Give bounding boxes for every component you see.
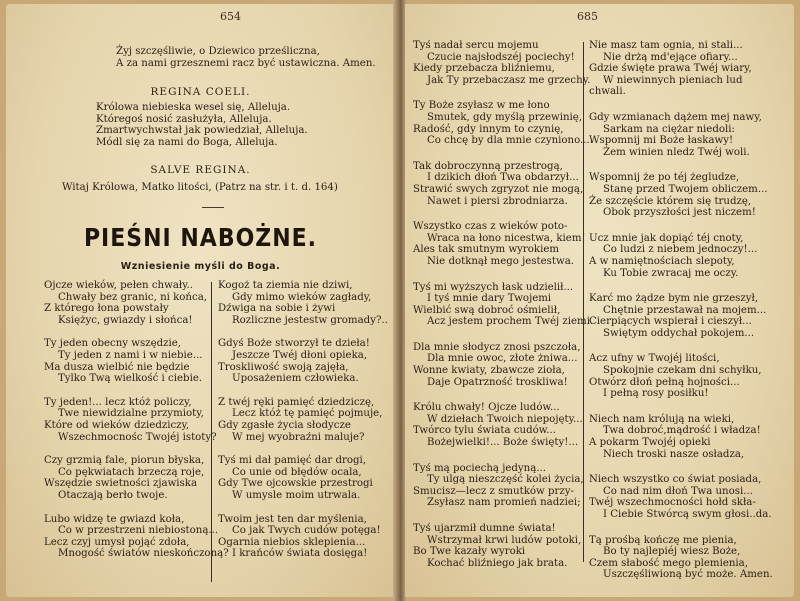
verse-line: Ty ulgą nieszczęść kolei życia, [427, 474, 584, 486]
verse-line: Co chcę by dla mnie czyniono.... [427, 135, 594, 147]
verse-line: Tylko Twą wielkość i ciebie. [58, 373, 203, 385]
verse-line: Czem słabość mego plemienia, [589, 557, 748, 569]
stanza [44, 338, 229, 384]
verse-line: Lecz czyj umysł pojąć zdoła, [44, 536, 190, 548]
verse-line: Niech wszystko co świat posiada, [589, 474, 762, 486]
verse-line: Twórco tylu świata cudów... [413, 425, 556, 437]
verse-line: Wonne kwiaty, zbawcze zioła, [413, 365, 565, 377]
verse-line: Chętnie przestawał na mojem... [603, 304, 767, 316]
verse-line: Z twéj ręki pamięć dziedziczę, [218, 396, 375, 408]
left-column-2 [218, 280, 388, 572]
verse-line: W umysle moim utrwala. [232, 489, 361, 501]
stanza [44, 455, 229, 501]
stanza [413, 221, 593, 267]
stanza [589, 414, 773, 460]
verse-line: Co pękwiatach brzeczą roje, [58, 466, 205, 478]
verse-line: Ojcze wieków, pełen chwały.. [44, 280, 194, 291]
verse-line: Co unie od błędów ocala, [232, 466, 362, 478]
verse-line: I Ciebie Stwórcą swym głosi..da. [603, 509, 772, 520]
left-column-1 [44, 280, 229, 572]
verse-line: Kochać bliźniego jak brata. [427, 557, 568, 569]
verse-line: Co ludzi z niebem jednoczy!... [603, 244, 758, 256]
verse-line: Ty Boże zsyłasz w me łono [413, 100, 550, 112]
regina-line-3: Zmartwychwstał jak powiedział, Alleluja. [96, 125, 308, 137]
column-divider-right [583, 42, 584, 562]
right-column-2 [589, 40, 773, 595]
verse-line: Ogarnia niebios sklepienia... [218, 536, 366, 548]
verse-line: Gdy zgasłe życia słodycze [218, 419, 351, 431]
verse-line: Wspomnij że po téj żegludze, [589, 172, 740, 184]
verse-line: Stanę przed Twojem obliczem... [603, 183, 768, 195]
verse-line: Daje Opatrzność troskliwa! [427, 376, 568, 388]
divider-short [202, 207, 224, 208]
verse-line: Radość, gdy innym to czynię, [413, 123, 564, 135]
verse-line: Smutek, gdy myślą przewinię, [427, 111, 583, 123]
verse-line: Ma dusza wielbić nie będzie [44, 361, 190, 373]
verse-line: Jak Ty przebaczasz me grzechy. [427, 74, 591, 86]
regina-line-2: Któregoś nosić zasłużyła, Alleluja. [96, 113, 272, 125]
stanza [589, 474, 773, 520]
verse-line: Smucisz—lecz z smutków przy- [413, 485, 574, 497]
verse-line: Twéj wszechmocności hołd skła- [589, 497, 756, 509]
stanza [589, 535, 773, 581]
verse-line: Bo Twe kazały wyroki [413, 546, 526, 558]
verse-line: Nie dotknął mego jestestwa. [427, 255, 575, 267]
verse-line: Rozliczne jestestw gromady?.. [232, 314, 388, 326]
verse-line: Tak dobroczynną przestrogą, [413, 160, 563, 172]
verse-line: Wszędzie swietności zjawiska [44, 478, 198, 490]
verse-line: Gdy mimo wieków zagłady, [232, 291, 372, 303]
verse-line: Kogoż ta ziemia nie dziwi, [218, 280, 353, 291]
verse-line: Acz ufny w Twojéj litości, [589, 353, 720, 365]
right-page [405, 4, 794, 597]
intro-verse [116, 46, 376, 69]
verse-line: Wielbić swą dobroć ośmielił, [413, 304, 561, 316]
right-column-1 [413, 40, 593, 583]
verse-line: Strawić swych zgryzot nie mogą, [413, 183, 584, 195]
verse-line: I tyś mnie dary Twojemi [427, 293, 552, 305]
verse-line: Dźwiga na sobie i żywi [218, 303, 336, 315]
verse-line: A w namiętnościach slepoty, [589, 255, 735, 267]
intro-line-2: A za nami grzesznemi racz być ustawiczna. Amen. [116, 57, 376, 69]
verse-line: Obok przyszłości jest niczem! [603, 207, 756, 219]
verse-line: Tyś mi wyższych łask udzielił... [413, 281, 574, 293]
verse-line: Wspomnij mi Boże łaskawy! [589, 135, 734, 147]
verse-line: Nie masz tam ognia, ni stali... [589, 40, 743, 51]
page-number-right: 685 [577, 10, 598, 23]
verse-line: Gdyś Boże stworzył te dzieła! [218, 338, 370, 350]
verse-line: Acz jestem prochem Twéj ziemi. [427, 316, 594, 328]
verse-line: Które od wieków dziedziczy, [44, 419, 190, 431]
page-number-left: 654 [220, 10, 241, 23]
verse-line: Bo ty najlepiéj wiesz Boże, [603, 546, 741, 558]
stanza [218, 397, 388, 443]
verse-line: Co w przestrzeni niebiostoną... [58, 525, 219, 537]
stanza [218, 338, 388, 384]
stanza [413, 342, 593, 388]
regina-line-4: Módl się za nami do Boga, Alleluja. [96, 136, 278, 148]
verse-line: W niewinnych pieniach lud [603, 74, 743, 86]
stanza [44, 397, 229, 443]
section-title: PIEŚNI NABOŻNE. [83, 224, 318, 253]
verse-line: chwali. [589, 86, 626, 98]
verse-line: Księżyc, gwiazdy i słońca! [58, 314, 193, 326]
verse-line: Ucz mnie jak dopiąć téj cnoty, [589, 232, 744, 244]
verse-line: Bożejwielki!... Boże święty!... [427, 437, 579, 449]
verse-line: Żem winien nledz Twéj woli. [603, 146, 750, 158]
verse-line: Gdy Twe ojcowskie przestrogi [218, 478, 373, 490]
left-page [6, 4, 395, 597]
verse-line: Nawet i piersi zbrodniarza. [427, 195, 568, 207]
salve-regina-title: SALVE REGINA. [150, 164, 251, 176]
verse-line: Co jak Twych cudów potęga! [232, 525, 381, 537]
verse-line: Otaczają berło twoje. [58, 489, 168, 501]
stanza [44, 514, 229, 560]
verse-line: Że szczęście którem się trudzę, [589, 195, 752, 207]
verse-line: I dzikich dłoń Twa obdarzył... [427, 172, 579, 184]
verse-line: Karć mo żądze bym nie grzeszył, [589, 293, 759, 305]
stanza [589, 293, 773, 339]
verse-line: Gdzie święte prawa Twéj wiary, [589, 63, 752, 75]
verse-line: Co nad nim dłoń Twa unosi... [603, 485, 753, 497]
stanza [413, 161, 593, 207]
verse-line: Twa dobroć,mądrość i władza! [603, 425, 761, 437]
verse-line: Tą prośbą kończę me pienia, [589, 534, 737, 546]
verse-line: Jeszcze Twéj dłoni opieka, [232, 349, 368, 361]
verse-line: Tyś nadał sercu mojemu [413, 40, 539, 51]
stanza [218, 280, 388, 326]
verse-line: Spokojnie czekam dni schyłku, [603, 365, 762, 377]
verse-line: Dla mnie słodycz znosi pszczoła, [413, 341, 581, 353]
verse-line: Gdy wzmianach dążem mej nawy, [589, 111, 762, 123]
salve-regina-line: Witaj Królowa, Matko litości, (Patrz na str. i t. d. 164) [62, 182, 338, 193]
stanza [413, 463, 593, 509]
verse-line: Wszechmocnośc Twojéj istoty? [58, 431, 217, 443]
stanza [413, 282, 593, 328]
verse-line: Chwały bez granic, ni końca, [58, 291, 208, 303]
column-divider-left [211, 282, 212, 582]
verse-line: Ty jeden z nami i w niebie... [58, 349, 203, 361]
verse-line: Otwórz dłoń pełną hojności... [589, 376, 740, 388]
verse-line: Dla mnie owoc, złote żniwa... [427, 353, 578, 365]
stanza [218, 514, 388, 560]
verse-line: Wstrzymał krwi ludów potoki, [427, 534, 582, 546]
verse-line: Troskliwość swoją zajęła, [218, 361, 349, 373]
verse-line: Twoim jest ten dar myślenia, [218, 513, 367, 525]
verse-line: Tyś mą pociechą jedyną... [413, 462, 547, 474]
stanza [413, 523, 593, 569]
verse-line: I pełną rosy posiłku! [603, 388, 709, 400]
verse-line: Niech nam królują na wieki, [589, 413, 735, 425]
verse-line: Twe niewidzialne przymioty, [58, 408, 204, 420]
stanza [413, 100, 593, 146]
stanza [589, 353, 773, 399]
verse-line: Kiedy przebacza bliźniemu, [413, 63, 555, 75]
verse-line: Uposażeniem człowieka. [232, 373, 359, 385]
section-subtitle: Wzniesienie myśli do Boga. [120, 261, 281, 272]
stanza [589, 233, 773, 279]
verse-line: A pokarm Twojéj opieki [589, 437, 711, 449]
stanza [413, 402, 593, 448]
verse-line: Czy grzmią fale, piorun błyska, [44, 455, 205, 467]
verse-line: Czucie najsłodszéj pociechy! [427, 51, 575, 63]
regina-line-1: Królowa niebieska wesel się, Alleluja. [96, 102, 291, 113]
verse-line: Niech troski nasze osładza, [603, 448, 745, 460]
verse-line: Cierpiących wspierał i cieszył... [589, 316, 752, 328]
verse-line: Z którego łona powstały [44, 303, 169, 315]
verse-line: I krańców świata dosięga! [232, 548, 368, 560]
verse-line: Tyś mi dał pamięć dar drogi, [218, 455, 367, 467]
stanza [589, 172, 773, 218]
verse-line: Ty jeden!... lecz któż policzy, [44, 396, 192, 408]
verse-line: Zsyłasz nam promień nadziei; [427, 497, 581, 509]
verse-line: Sarkam na ciężar niedoli: [603, 123, 735, 135]
verse-line: Mnogość światów nieskończoną? [58, 548, 229, 560]
stanza [413, 40, 593, 86]
stanza [589, 112, 773, 158]
verse-line: Ku Tobie zwracaj me oczy. [603, 267, 739, 279]
verse-line: Lecz któż tę pamięć pojmuje, [232, 408, 383, 420]
verse-line: Lubo widzę te gwiazd koła, [44, 513, 185, 525]
verse-line: W dziełach Twoich niepojęty... [427, 413, 583, 425]
regina-coeli-text [96, 102, 308, 148]
regina-coeli-title: REGINA COELI. [150, 86, 251, 98]
stanza [589, 40, 773, 98]
verse-line: Swiętym oddychał pokojem... [603, 327, 755, 339]
verse-line: Tyś ujarzmił dumne świata! [413, 523, 556, 534]
verse-line: Królu chwały! Ojcze ludów... [413, 402, 560, 414]
verse-line: Ales tak smutnym wyrokiem [413, 244, 560, 256]
verse-line: Uszczęśliwioną być może. Amen. [603, 569, 773, 581]
intro-line-1: Żyj szczęśliwie, o Dziewico prześliczna, [116, 46, 320, 57]
verse-line: Nie drżą md'ejące ofiary... [603, 51, 738, 63]
verse-line: Wraca na łono nicestwa, kiem! [427, 232, 586, 244]
stanza [44, 280, 229, 326]
verse-line: Wszystko czas z wieków poto- [413, 221, 568, 233]
verse-line: W mej wyobraźni maluje? [232, 431, 365, 443]
verse-line: Ty jeden obecny wszędzie, [44, 338, 182, 350]
stanza [218, 455, 388, 501]
